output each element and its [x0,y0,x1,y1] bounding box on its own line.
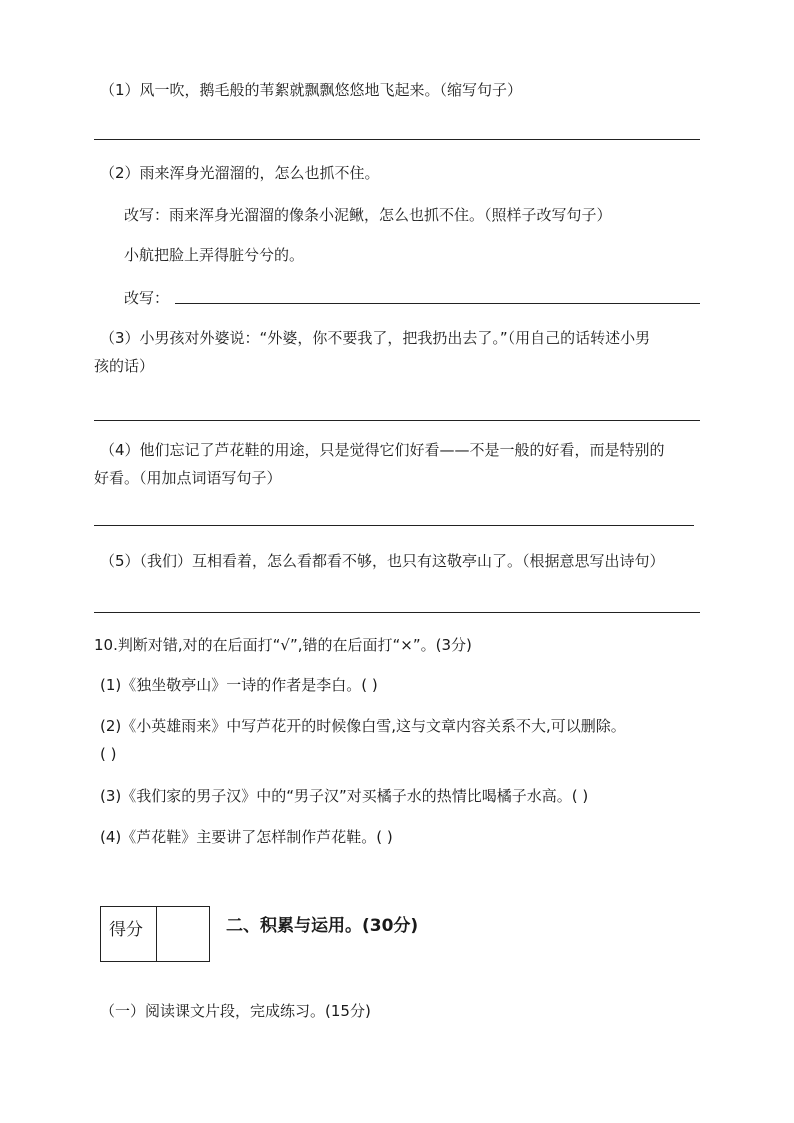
q4-text-line1: （4）他们忘记了芦花鞋的用途，只是觉得它们好看——不是一般的好看，而是特别的 [100,441,665,459]
q2-example: 改写：雨来浑身光溜溜的像条小泥鳅，怎么也抓不住。（照样子改写句子） [124,206,612,224]
q10-item-2-bracket[interactable]: ( ) [100,745,117,763]
answer-line-q4[interactable] [94,525,694,526]
answer-line-q2[interactable] [175,303,700,304]
score-box [100,906,210,962]
answer-line-q3[interactable] [94,420,700,421]
score-box-divider [156,907,157,961]
section2-subtitle: （一）阅读课文片段，完成练习。(15分) [100,1002,371,1020]
q3-text-line1: （3）小男孩对外婆说：“外婆，你不要我了，把我扔出去了。”（用自己的话转述小男 [100,329,651,347]
q10-item-3: (3)《我们家的男子汉》中的“男子汉”对买橘子水的热情比喝橘子水高。( ) [100,787,589,805]
q2-answer-label: 改写： [124,289,170,307]
answer-line-q1[interactable] [94,139,700,140]
q1-text: （1）风一吹，鹅毛般的苇絮就飘飘悠悠地飞起来。（缩写句子） [100,81,523,99]
q10-item-2: (2)《小英雄雨来》中写芦花开的时候像白雪,这与文章内容关系不大,可以删除。 [100,717,626,735]
section2-title: 二、积累与运用。(30分) [226,916,419,936]
q10-item-1: (1)《独坐敬亭山》一诗的作者是李白。( ) [100,676,378,694]
q5-text: （5）（我们）互相看着，怎么看都看不够，也只有这敬亭山了。（根据意思写出诗句） [100,552,665,570]
q4-text-line2: 好看。（用加点词语写句子） [94,469,282,487]
score-label: 得分 [109,920,143,940]
q2-text: （2）雨来浑身光溜溜的，怎么也抓不住。 [100,164,380,182]
q10-item-4: (4)《芦花鞋》主要讲了怎样制作芦花鞋。( ) [100,828,393,846]
q10-title: 10.判断对错,对的在后面打“√”,错的在后面打“×”。(3分) [94,636,472,654]
q2-sentence: 小航把脸上弄得脏兮兮的。 [124,246,305,264]
q3-text-line2: 孩的话） [94,357,155,375]
answer-line-q5[interactable] [94,612,700,613]
